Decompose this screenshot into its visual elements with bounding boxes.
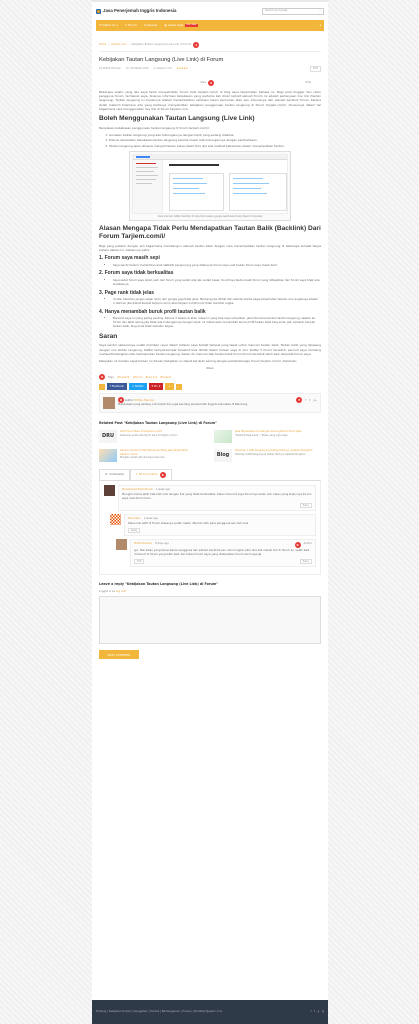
rating-stars[interactable]: ★★★★★ [176, 67, 189, 71]
search-input[interactable] [262, 8, 324, 15]
comment-author[interactable]: Pidhia Harnian [134, 541, 153, 545]
reason-heading: 1. Forum saya masih sepi [99, 255, 160, 262]
facebook-icon[interactable]: f [310, 1010, 312, 1014]
rules-list [109, 133, 321, 148]
reason-heading: 2. Forum saya tidak berkualitas [99, 270, 174, 277]
comment-time: 6 days ago [155, 541, 169, 545]
signature: Klien [206, 366, 214, 371]
post-meta [99, 66, 321, 72]
list-item: 3. Tautan langsung akan dihapus menjadi tautan biasa (dead link) jika ada melihat kebutuhan dalam menempatkan tautan. [109, 144, 321, 148]
twitter-share-button[interactable]: ✦ Twitter [129, 383, 147, 390]
annotation-marker: 5 [100, 375, 104, 380]
related-post-excerpt: Sitemap 1.600 Pengunjung Setiap Harinya, Apakah Mungkin? [235, 452, 306, 456]
edit-button[interactable]: Edit [310, 66, 321, 72]
reply-button[interactable]: Reply [128, 528, 140, 533]
annotation-marker: 9 [296, 542, 299, 547]
comment-tabs [99, 469, 321, 481]
author-prefix: Author [124, 398, 134, 403]
list-item: 2. Diskusi sampaikan kebebasan tautan langsung selama masih ada hubungannya dengan pembahasan. [109, 138, 321, 142]
comment [110, 514, 316, 536]
avatar[interactable] [116, 539, 127, 550]
related-post[interactable] [214, 449, 321, 462]
facebook-icon: f [135, 472, 137, 477]
avatar[interactable] [110, 514, 121, 525]
tag-item[interactable]: #live link [145, 375, 158, 379]
chevron-down-icon: ▾ [116, 23, 118, 28]
post-comment-button[interactable]: POST COMMENT [99, 650, 139, 659]
related-thumbnail[interactable]: Blog [214, 449, 232, 462]
logo-icon [96, 9, 101, 14]
related-post[interactable] [99, 449, 206, 462]
comment [116, 539, 316, 567]
list-item: 1. Gunakan tautan langsung yang ada hubungannya dengan topik yang sedang dibahas. [109, 133, 321, 137]
tab-comments[interactable]: ✉ Comments [99, 469, 130, 480]
tag-list [99, 374, 321, 380]
paragraph: Penjelasan kebebasan penggunaan tautan langsung di forum tarjiem.com/i/: [99, 125, 210, 130]
related-post-title[interactable]: Saluran Gratis di Dan Memenuhi Blog Jasa Terjemahan tarjiem.com/i/ [120, 449, 189, 456]
site-title: Jasa Penerjemah Inggris Indonesia [103, 7, 177, 13]
main-nav [96, 20, 324, 31]
related-post-excerpt: Mungkin sudah ada dua tiga bulan lalu [120, 456, 165, 460]
facebook-icon[interactable]: f [305, 398, 307, 402]
paragraph: Saya sendiri sebenarnya sudah memberi reyal dalam kutipan saya terkait tempat yang tepat untuk mencari tautan balik. Tautan balik yang dipasang dengan live tautan langsung. Daftar tempat-tempat tersebut bisa dilihat dalam tulisan saya di sini. Daftar 5 forum tersebut, seluruh saya memang mempertimbangkan kita memasukkan tautan langsung. Selain itu mencari tapi tautan balik forum-forum tersebut lebih baik daripada forum saya. [99, 343, 321, 356]
google-plus-icon[interactable]: g [317, 1010, 320, 1014]
site-logo[interactable] [96, 8, 176, 14]
annotation-marker: 7 [298, 398, 301, 403]
related-post[interactable] [99, 430, 206, 443]
toc-hide-toggle[interactable]: Hide [305, 81, 311, 85]
nav-label: Daftar isi [102, 23, 116, 28]
new-badge: NEW GAME [186, 24, 197, 27]
reason-heading: 4. Hanya menambah buruk profil tautan balik [99, 308, 206, 315]
site-footer [92, 1000, 328, 1024]
reason-text: • Saya sendiri belum memikirkan arah statistik pengunjung yang datang ke forum saya, jadi tautan forum saya masih kecil. [113, 264, 321, 268]
arrow-left-icon[interactable]: ‹ [99, 384, 105, 390]
nav-label: Review [147, 23, 158, 28]
comment-text: Kalau link aktif di forum biasanya sudah makin dituduh oleh para pengguna seo deh mas [128, 521, 249, 526]
screenshot-figure [129, 151, 291, 221]
google-plus-icon[interactable]: g+ [313, 398, 317, 402]
share-bar [99, 383, 321, 390]
reason-text: • Saya sadar forum saya boleh juah dari forum yang sudah ada dan sudah besar. Itu artinya tautan balik forum yang didapatkan dari forum saya tidak ada kualitasnya. [113, 279, 321, 287]
annotation-marker: 8 [161, 473, 164, 478]
facebook-share-button[interactable]: f Facebook [107, 383, 127, 390]
post-author[interactable]: by Pidhia Harnian [99, 67, 121, 71]
tag-item[interactable]: #tarjiem [160, 375, 172, 379]
related-thumbnail[interactable] [99, 449, 117, 462]
star-icon: ★ [143, 23, 147, 28]
related-thumbnail[interactable]: DRU [99, 430, 117, 443]
nav-item-game[interactable] [164, 23, 197, 27]
post-title: Kebijakan Tautan Langsung (Live Link) di Forum [99, 57, 224, 63]
comment-time: 1 week ago [155, 488, 171, 492]
more-share-button[interactable]: + [165, 383, 173, 390]
nav-label: Game Gaje [167, 23, 184, 28]
tag-item[interactable]: #backlink [117, 375, 130, 379]
comment-text: Iya. Fazi kalau yang benar-benar pengguna dan paham backlink seo, dia mungkin pikir dua kali masuk link di forum ini. Lebih baik di banuh di forum yang lebih baik dan bukan forum saya yang disesuaikan forum kecil saya 😀 [134, 548, 310, 557]
paragraph: Bagi yang pahami dengan arti bagaimana membangun sebuah tautan balik dengan cara menempatkan tautan langsung di beberapa tempat tanpa paham alasan ini. Alasannya yakni: [99, 243, 321, 253]
site-header [92, 2, 328, 20]
logged-in-info: Logged in as Log out? [99, 589, 127, 593]
comment [104, 485, 316, 511]
reason-heading: 3. Page rank tidak jelas [99, 289, 155, 296]
breadcrumb-current: Kebijakan Tautan Langsung (Live Link) di Forum [131, 43, 192, 47]
webmaster-screenshot [132, 154, 288, 214]
twitter-icon[interactable]: t [314, 1010, 316, 1014]
breadcrumb: Home › tarjiem.com › Kebijakan Tautan Langsung (Live Link) di Forum 1 [99, 42, 321, 52]
pinterest-share-button[interactable]: P Pin it [149, 383, 164, 390]
comment-text: Mungkin harus lebih hati-hati mas dengan link yang tidak berkualitas. Kalau menurut saya forumnya keren kok, kalau yang terjunnya ke sini saya mas forum baru. [122, 492, 312, 501]
related-post-title[interactable]: Add Forum Baru Di tarjiem.com/i/ [120, 430, 162, 434]
related-post[interactable] [214, 430, 321, 443]
author-name[interactable]: Pidhia Harnian [134, 398, 155, 403]
comment-textarea[interactable] [99, 596, 321, 644]
reason-text: • Urutan halaman jangan pagai rank) dari google juga tidak jelas. Memang jika dilihat dari alamat utama pagai terjemahan tarjiem.com angkanya adalah 2. Namun jika dilihat alamat tarjiem.com/i/ atau tarjiem.com/forum/ tidak memiliki angka. [113, 298, 321, 306]
breadcrumb-home[interactable]: Home [99, 43, 107, 47]
related-thumbnail[interactable] [214, 430, 232, 443]
comment-list [99, 481, 321, 575]
chevron-down-icon: ▾ [319, 23, 321, 28]
related-posts-title: Related Post "Kebijakan Tautan Langsung (Live Link) di Forum" [99, 421, 217, 426]
reason-text: • Menurut saya ini yang paling penting. Karena 3 alasan di atas, maka ini yang bisa saya simpulkan. Jika kita menanamkan tautan langsung, seakan ke forum dan lebih sering jika tidak ada hubungannya dengan topik, ini malah akan menambah buruk profil tautan balik blog anda. Jadi semakin banyak tautan balik, blog anda tidak semakin bagus. [113, 317, 321, 329]
reply-button[interactable]: Reply [300, 559, 312, 564]
paragraph: Kebijakan ini berlaku sejak tulisan ini dibuat. Kebijakan ini dapat berubah seiring dengan perkembangan forum tarjiem.com/i/. Demikian. [99, 359, 298, 364]
nav-label: Forum [127, 23, 137, 28]
twitter-icon: ✦ [131, 385, 135, 389]
toc-title: Kisis [200, 81, 206, 85]
comment-icon: ✉ [105, 472, 108, 477]
tab-fb-comments[interactable]: f FB Comments 8 [130, 469, 172, 480]
main-content [92, 42, 328, 659]
edit-button[interactable]: Edit [134, 559, 144, 564]
figure-caption: Cara mencari daftar backlink di blog kita melalui google webmaster tools (Search Console) [157, 214, 263, 218]
annotation-marker: 3 [209, 81, 213, 86]
author-box [99, 393, 321, 413]
rss-icon[interactable]: ◔ [321, 1010, 324, 1014]
comment-author[interactable]: Muhammad Ilham Nandi [122, 488, 153, 492]
menu-icon: ☰ [99, 23, 102, 28]
section-heading: Saran [99, 332, 118, 340]
search-icon[interactable]: ⌕ [319, 9, 321, 13]
reply-form-title: Leave a reply "Kebijakan Tautan Langsung (Live Link) di Forum" [99, 582, 219, 586]
comment-time: 1 week ago [143, 517, 159, 520]
pinterest-icon: P [151, 385, 155, 389]
page-container [92, 0, 328, 1024]
post-category[interactable]: in tarjiem.com [153, 67, 172, 71]
logout-link[interactable]: Log out? [115, 589, 127, 593]
annotation-marker: 6 [119, 398, 123, 403]
related-posts [99, 430, 321, 462]
avatar[interactable] [104, 485, 115, 496]
author-social [296, 397, 317, 403]
gamepad-icon: ◉ [164, 23, 167, 28]
section-heading: Alasan Mengapa Tidak Perlu Mendapatkan Tautan Balik (Backlink) Dari Forum Tarjiem.com/i/ [99, 225, 321, 240]
nav-more[interactable] [320, 23, 321, 27]
intro-paragraph: Beberapa waktu yang lalu saya telah menyebutkan forum baik tarjiem.com/i/ di blog saya terjemahan bahasa ini. Bagi para blogger dan calon pengguna forum, termasuk saya, bisanya informasi kebebasan yang pertama kali dicari terkait sebuah forum ini adalah pertanyaan live link (tautan langsung). Tautan langsung ini tujuannya adalah menambahkan optimasi mesin pencarian atau seo, khususnya dari sebuah backlink forum. Karena itulah maklum bilamana ada yang bertanya menyebutkan kebijakan penggunaan tautan langsung di forum tarjiem.com/i/, khususnya dalam hal bagaimana cara menggunakan live link di forum tarjiem.com. [99, 90, 321, 111]
related-post-excerpt: Sekarang sudah ada forum kecil di tarjiem.com/i/... [120, 433, 179, 437]
comment-author[interactable]: Nova Bani [128, 517, 141, 520]
breadcrumb-category[interactable]: tarjiem.com [111, 43, 127, 47]
table-of-contents [99, 80, 321, 86]
nav-item-daftar-isi[interactable] [99, 23, 118, 27]
post-date: On 16 Maret 2015 [126, 67, 149, 71]
tag-item[interactable]: #forum [132, 375, 143, 379]
author-bio: Mahasiswa yang sedang cuti kuliah dan juga seorang penerjemah Inggris-Indonesia di Bandung. [118, 402, 248, 407]
nav-item-forum[interactable] [125, 23, 137, 27]
annotation-marker: 1 [195, 43, 198, 47]
facebook-icon: f [110, 385, 112, 389]
forum-icon: ✎ [124, 23, 127, 28]
footer-links[interactable]: Tentang | Kebijakan Privasi | Sanggahan | Kontak | Berlangganan | Privacy | Berdikari@ajarin.com [96, 1010, 223, 1014]
reply-button[interactable]: Reply [300, 503, 312, 508]
tags-label: Tags: [108, 375, 115, 379]
twitter-icon[interactable]: t [309, 398, 311, 402]
related-post-excerpt: "Selamat Pagi dunia..." Bulan yang ingin saya [235, 433, 288, 437]
search-placeholder: Search and press [265, 9, 288, 13]
related-post-title[interactable]: Jasa Terjemahan Ini Dengan Kosong Baca Forum Jasa [235, 430, 302, 434]
section-heading: Boleh Menggunakan Tautan Langsung (Live Link) [99, 115, 255, 123]
avatar [103, 397, 115, 409]
nav-item-review[interactable] [144, 23, 158, 27]
author-badge: Author [303, 541, 312, 545]
related-post-title[interactable]: Sitemap: 1.600 Pengunjung Setiap Harinya, Apakah Mungkin? [235, 449, 313, 453]
arrow-right-icon[interactable]: › [176, 384, 182, 390]
